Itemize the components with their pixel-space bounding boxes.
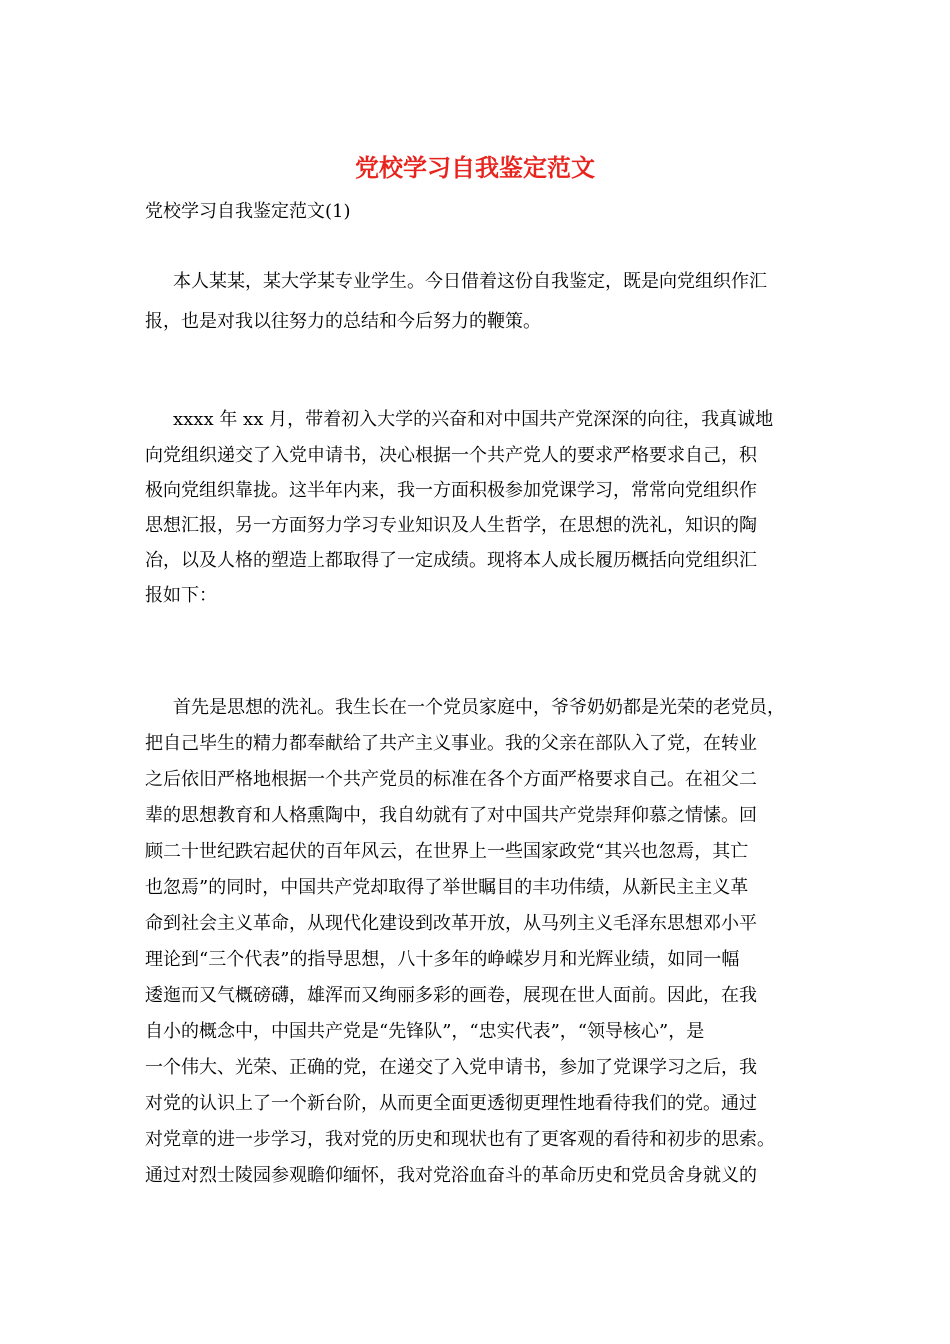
paragraph-line: 辈的思想教育和人格熏陶中，我自幼就有了对中国共产党崇拜仰慕之情愫。回 <box>145 805 757 826</box>
paragraph-line: 一个伟大、光荣、正确的党，在递交了入党申请书，参加了党课学习之后，我 <box>145 1057 757 1078</box>
paragraph-line: 本人某某，某大学某专业学生。今日借着这份自我鉴定，既是向党组织作汇 <box>173 271 767 292</box>
paragraph-line: xxxx 年 xx 月，带着初入大学的兴奋和对中国共产党深深的向往，我真诚地 <box>173 409 774 430</box>
paragraph-line: 自小的概念中，中国共产党是“先锋队”，“忠实代表”，“领导核心”，是 <box>145 1021 705 1042</box>
paragraph-line: 首先是思想的洗礼。我生长在一个党员家庭中，爷爷奶奶都是光荣的老党员， <box>173 697 785 718</box>
paragraph-line: 极向党组织靠拢。这半年内来，我一方面积极参加党课学习，常常向党组织作 <box>145 480 757 501</box>
paragraph-line: 向党组织递交了入党申请书，决心根据一个共产党人的要求严格要求自己，积 <box>145 445 757 466</box>
paragraph-line: 报，也是对我以往努力的总结和今后努力的鞭策。 <box>145 311 541 332</box>
paragraph-line: 之后依旧严格地根据一个共产党员的标准在各个方面严格要求自己。在祖父二 <box>145 769 757 790</box>
document-title: 党校学习自我鉴定范文 <box>355 153 595 182</box>
paragraph-line: 也忽焉”的同时，中国共产党却取得了举世瞩目的丰功伟绩，从新民主主义革 <box>145 877 749 898</box>
document-subtitle: 党校学习自我鉴定范文(1) <box>145 201 351 222</box>
paragraph-line: 命到社会主义革命，从现代化建设到改革开放，从马列主义毛泽东思想邓小平 <box>145 913 757 934</box>
paragraph-line: 思想汇报，另一方面努力学习专业知识及人生哲学，在思想的洗礼，知识的陶 <box>145 515 757 536</box>
paragraph-line: 冶，以及人格的塑造上都取得了一定成绩。现将本人成长履历概括向党组织汇 <box>145 550 757 571</box>
paragraph-line: 对党的认识上了一个新台阶，从而更全面更透彻更理性地看待我们的党。通过 <box>145 1093 757 1114</box>
paragraph-line: 对党章的进一步学习，我对党的历史和现状也有了更客观的看待和初步的思索。 <box>145 1129 775 1150</box>
paragraph-line: 顾二十世纪跌宕起伏的百年风云，在世界上一些国家政党“其兴也忽焉，其亡 <box>145 841 749 862</box>
paragraph-line: 逶迤而又气概磅礴，雄浑而又绚丽多彩的画卷，展现在世人面前。因此，在我 <box>145 985 757 1006</box>
paragraph-line: 把自己毕生的精力都奉献给了共产主义事业。我的父亲在部队入了党，在转业 <box>145 733 757 754</box>
paragraph-line: 理论到“三个代表”的指导思想，八十多年的峥嵘岁月和光辉业绩，如同一幅 <box>145 949 740 970</box>
paragraph-line: 通过对烈士陵园参观瞻仰缅怀，我对党浴血奋斗的革命历史和党员舍身就义的 <box>145 1165 757 1186</box>
paragraph-line: 报如下： <box>145 585 217 606</box>
